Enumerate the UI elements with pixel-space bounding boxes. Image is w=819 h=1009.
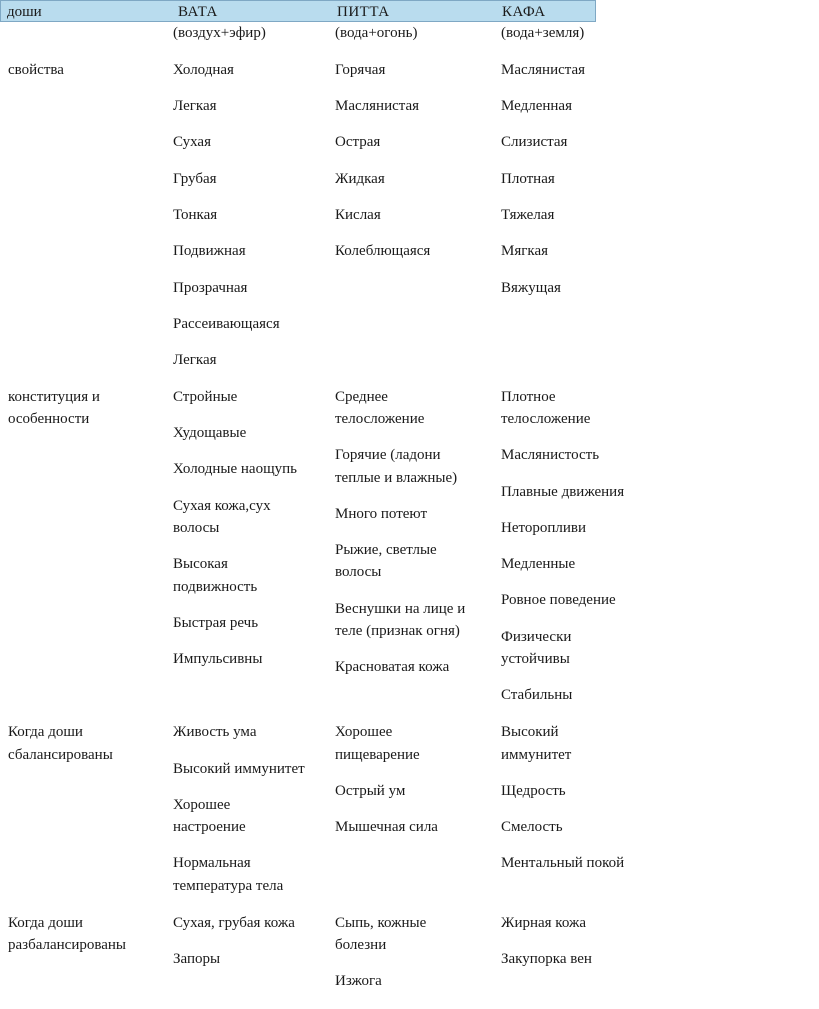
table-header [0,0,596,22]
pitta-constitution: Рыжие, светлые [335,542,437,558]
pitta-property: Кислая [335,207,381,223]
pitta-imbalanced: Изжога [335,973,382,989]
vata-balanced: Хорошее [173,797,231,813]
imbalanced-label: Когда доши [8,915,83,931]
vata-constitution: волосы [173,520,220,536]
vata-elements: (воздух+эфир) [173,25,266,41]
kapha-constitution: Маслянистость [501,447,600,463]
vata-constitution: Худощавые [173,425,247,441]
header-pitta: ПИТТА [337,4,390,20]
vata-property: Легкая [173,352,217,368]
vata-property: Тонкая [173,207,218,223]
vata-property: Холодная [173,62,234,78]
pitta-constitution: Среднее [335,389,388,405]
vata-constitution: Холодные наощупь [173,461,297,477]
vata-imbalanced: Запоры [173,951,221,967]
vata-constitution: Стройные [173,389,238,405]
pitta-balanced: Хорошее [335,724,393,740]
kapha-property: Слизистая [501,134,568,150]
pitta-elements: (вода+огонь) [335,25,418,41]
vata-property: Прозрачная [173,280,248,296]
header-doshi: доши [7,4,42,20]
kapha-property: Вяжущая [501,280,561,296]
pitta-balanced: пищеварение [335,747,420,763]
kapha-property: Мягкая [501,243,549,259]
kapha-property: Тяжелая [501,207,555,223]
pitta-constitution: Много потеют [335,506,427,522]
kapha-imbalanced: Жирная кожа [501,915,586,931]
balanced-label: сбалансированы [8,747,113,763]
kapha-property: Плотная [501,171,555,187]
properties-label: свойства [8,62,64,78]
kapha-balanced: иммунитет [501,747,572,763]
kapha-constitution: Ровное поведение [501,592,616,608]
constitution-label: конституция и [8,389,100,405]
pitta-constitution: волосы [335,564,382,580]
vata-balanced: настроение [173,819,246,835]
balanced-label: Когда доши [8,724,83,740]
vata-balanced: температура тела [173,878,284,894]
kapha-constitution: Плавные движения [501,484,625,500]
kapha-balanced: Ментальный покой [501,855,625,871]
vata-property: Подвижная [173,243,246,259]
vata-constitution: подвижность [173,579,258,595]
pitta-property: Жидкая [335,171,385,187]
pitta-property: Острая [335,134,381,150]
vata-imbalanced: Сухая, грубая кожа [173,915,295,931]
vata-constitution: Высокая [173,556,228,572]
kapha-constitution: Неторопливи [501,520,586,536]
pitta-constitution: телосложение [335,411,425,427]
pitta-constitution: теле (признак огня) [335,623,460,639]
header-vata: ВАТА [178,4,218,20]
vata-property: Рассеивающаяся [173,316,280,332]
vata-constitution: Сухая кожа,сух [173,498,271,514]
kapha-balanced: Высокий [501,724,559,740]
vata-balanced: Нормальная [173,855,251,871]
pitta-constitution: теплые и влажные) [335,470,458,486]
kapha-property: Маслянистая [501,62,586,78]
vata-property: Грубая [173,171,217,187]
pitta-constitution: Красноватая кожа [335,659,450,675]
pitta-balanced: Острый ум [335,783,406,799]
constitution-label: особенности [8,411,90,427]
kapha-constitution: Плотное [501,389,556,405]
vata-property: Сухая [173,134,211,150]
kapha-property: Медленная [501,98,572,114]
header-kapha: КАФА [502,4,546,20]
kapha-constitution: устойчивы [501,651,570,667]
vata-balanced: Высокий иммунитет [173,761,305,777]
pitta-imbalanced: Сыпь, кожные [335,915,427,931]
pitta-property: Колеблющаяся [335,243,431,259]
vata-constitution: Импульсивны [173,651,263,667]
imbalanced-label: разбалансированы [8,937,127,953]
pitta-constitution: Веснушки на лице и [335,601,466,617]
kapha-imbalanced: Закупорка вен [501,951,592,967]
vata-constitution: Быстрая речь [173,615,259,631]
vata-property: Легкая [173,98,217,114]
pitta-imbalanced: болезни [335,937,387,953]
vata-balanced: Живость ума [173,724,257,740]
kapha-elements: (вода+земля) [501,25,585,41]
kapha-constitution: Физически [501,629,572,645]
kapha-balanced: Смелость [501,819,563,835]
pitta-constitution: Горячие (ладони [335,447,441,463]
kapha-balanced: Щедрость [501,783,566,799]
kapha-constitution: Стабильны [501,687,573,703]
pitta-property: Горячая [335,62,386,78]
kapha-constitution: телосложение [501,411,591,427]
pitta-balanced: Мышечная сила [335,819,438,835]
kapha-constitution: Медленные [501,556,576,572]
pitta-property: Маслянистая [335,98,420,114]
